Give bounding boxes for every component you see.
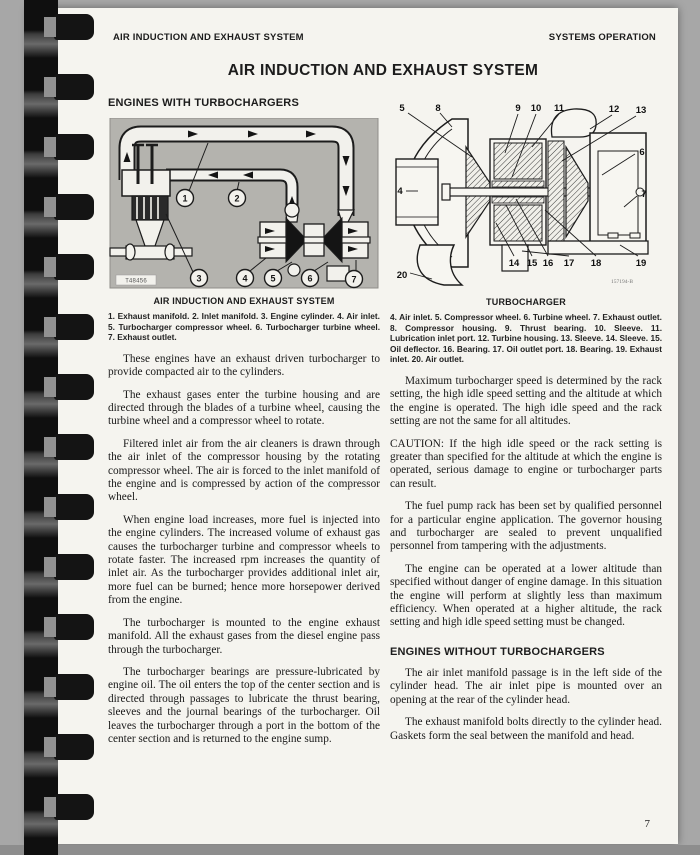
binding-tooth: [54, 194, 94, 220]
callout-7: 7: [641, 189, 647, 200]
callout-12: 12: [608, 104, 620, 115]
section-heading-without-turbo: ENGINES WITHOUT TURBOCHARGERS: [390, 645, 605, 658]
callout-17: 17: [563, 258, 575, 269]
binding-tooth: [54, 674, 94, 700]
paragraph: The fuel pump rack has been set by qualified personnel for a particular engine application. The governor housing and turbocharger are sealed to prevent unqualified personnel from tampering with the adjustments.: [390, 500, 662, 553]
turbocharger-diagram: [390, 95, 662, 291]
figure-caption: AIR INDUCTION AND EXHAUST SYSTEM: [153, 296, 335, 306]
callout-2: 2: [234, 193, 240, 204]
binding-tooth: [54, 554, 94, 580]
binding-tooth: [54, 374, 94, 400]
paragraph: Maximum turbocharger speed is determined by the rack setting, the high idle speed setting and the altitude at which the engine is operated. The high idle speed and the rack setting are not the same for all altitudes.: [390, 374, 662, 428]
photo-code: T48456: [125, 277, 147, 285]
page-title: AIR INDUCTION AND EXHAUST SYSTEM: [227, 62, 539, 79]
binding-tooth: [54, 134, 94, 160]
running-header: [113, 32, 656, 43]
callout-14: 14: [508, 258, 520, 269]
callout-1: 1: [182, 193, 188, 204]
right-body-text: [390, 375, 662, 630]
section-heading-with-turbo: ENGINES WITH TURBOCHARGERS: [108, 97, 299, 109]
page-number: 7: [644, 818, 650, 830]
binding-tooth: [54, 734, 94, 760]
callout-6: 6: [307, 273, 313, 284]
callout-7: 7: [351, 274, 357, 285]
paragraph: Filtered inlet air from the air cleaners is drawn through the air inlet of the compressor housing by the rotating compressor wheel. The air is forced to the inlet manifold of the engine and is compressed by action of the compressor wheel.: [108, 437, 380, 504]
binding-tooth: [54, 794, 94, 820]
paragraph: The turbocharger bearings are pressure-lubricated by engine oil. The oil enters the top of the center section and is directed through passages to lubricate the thrust bearing, sleeves and the journal bearings of the turbocharger. Oil leaves the turbocharger through a port in the bottom of the center section and is returned to the engine sump.: [108, 665, 380, 745]
paragraph: These engines have an exhaust driven turbocharger to provide compacted air to the cylinders.: [108, 352, 380, 379]
callout-19: 19: [635, 258, 647, 269]
binding-tooth: [54, 614, 94, 640]
callout-9: 9: [515, 103, 521, 114]
binding-tooth: [54, 254, 94, 280]
callout-4: 4: [242, 273, 248, 284]
right-body-text-2: [390, 667, 662, 743]
callout-13: 13: [635, 105, 647, 116]
callout-20: 20: [396, 270, 408, 281]
callout-3: 3: [196, 273, 202, 284]
callout-4: 4: [397, 186, 403, 197]
paragraph: The exhaust manifold bolts directly to the cylinder head. Gaskets form the seal between the manifold and head.: [390, 716, 662, 742]
callout-11: 11: [553, 103, 565, 114]
comb-binding-spine: [24, 0, 58, 855]
callout-5: 5: [270, 273, 276, 284]
binding-tooth: [54, 14, 94, 40]
figure-caption: TURBOCHARGER: [486, 297, 566, 307]
caution-paragraph: CAUTION: If the high idle speed or the rack setting is greater than specified for the altitude at which the engine is operated, serious damage to engine or turbocharger parts can result.: [390, 437, 662, 490]
callout-18: 18: [590, 258, 602, 269]
figure-legend: 4. Air inlet. 5. Compressor wheel. 6. Turbine wheel. 7. Exhaust outlet. 8. Compressor housing. 9. Thrust bearing. 10. Sleeve. 11. Lubrication inlet port. 12. Turbine housing. 13. Sleeve. 14. Sleeve. 15. Oil deflector. 16. Bearing. 17. Oil outlet port. 18. Bearing. 19. Exhaust inlet. 20. Air outlet.: [390, 312, 662, 365]
turbocharger-figure: [390, 95, 662, 291]
callout-15: 15: [526, 258, 538, 269]
callout-8: 8: [435, 103, 441, 114]
paragraph: When engine load increases, more fuel is injected into the engine cylinders. The increased volume of exhaust gas causes the turbocharger turbine and compressor wheels to rotate faster. The increased rpm increases the quantity of inlet air. As the turbocharger provides additional inlet air, more fuel can be burned; hence more horsepower derived from the engine.: [108, 513, 380, 607]
left-column: [108, 97, 380, 755]
callout-6: 6: [639, 147, 645, 158]
right-column: [390, 95, 662, 752]
photo-code: 157194-B: [611, 279, 633, 285]
callout-10: 10: [530, 103, 542, 114]
paragraph: The turbocharger is mounted to the engine exhaust manifold. All the exhaust gases from the diesel engine pass through the turbocharger.: [108, 616, 380, 656]
figure-legend: 1. Exhaust manifold. 2. Inlet manifold. 3. Engine cylinder. 4. Air inlet. 5. Turbocharger compressor wheel. 6. Turbocharger turbine wheel. 7. Exhaust outlet.: [108, 311, 380, 343]
left-body-text: [108, 353, 380, 747]
comb-binding: [22, 0, 98, 855]
paragraph: The exhaust gases enter the turbine housing and are directed through the blades of a turbine wheel, causing the turbine wheel and a compressor wheel to rotate.: [108, 388, 380, 428]
air-system-diagram: [108, 118, 380, 290]
binding-tooth: [54, 74, 94, 100]
header-left: AIR INDUCTION AND EXHAUST SYSTEM: [113, 32, 304, 43]
binding-tooth: [54, 314, 94, 340]
callout-5: 5: [399, 103, 405, 114]
air-system-figure: [108, 118, 380, 290]
scan-bottom-shadow: [0, 845, 700, 855]
binding-tooth: [54, 494, 94, 520]
binding-tooth: [54, 434, 94, 460]
paragraph: The engine can be operated at a lower altitude than specified without danger of engine damage. In this situation the engine will perform at slightly less than maximum efficiency. When operated at a higher altitude, the rack setting and high idle speed setting must be changed.: [390, 562, 662, 629]
callout-16: 16: [542, 258, 554, 269]
header-right: SYSTEMS OPERATION: [548, 32, 656, 43]
paragraph: The air inlet manifold passage is in the left side of the cylinder head. The air inlet pipe is mounted over an opening at the rear of the cylinder head.: [390, 666, 662, 706]
